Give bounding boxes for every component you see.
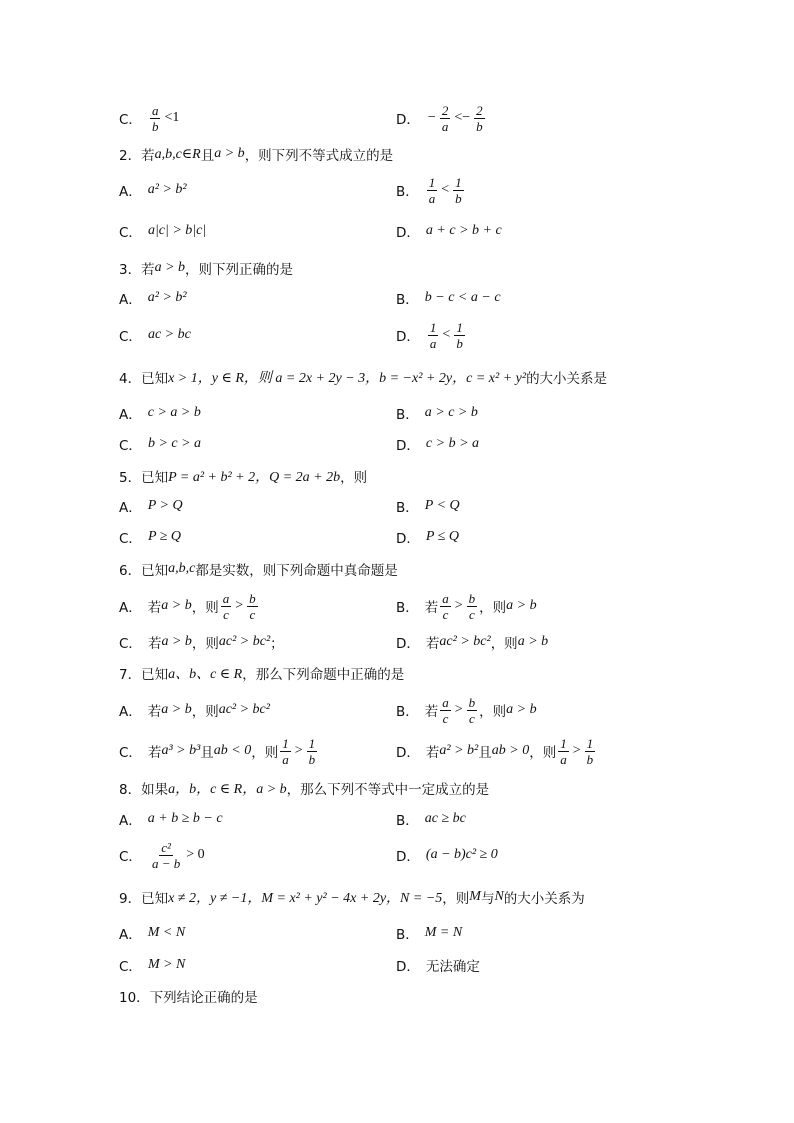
q1-option-c: C． $\frac{a}{b}$ <1 bbox=[119, 102, 180, 134]
fraction: $\frac{a}{c}$ bbox=[222, 590, 230, 622]
fraction: $\frac{1}{b}$ bbox=[456, 319, 463, 351]
q5-option-c: C． P ≥ Q bbox=[119, 529, 182, 547]
q8-option-d: D． (a − b)c² ≥ 0 bbox=[396, 847, 498, 865]
q1-option-d: D． − $\frac{2}{a}$ <− $\frac{2}{b}$ bbox=[396, 102, 483, 134]
q3-option-c: C． ac > bc bbox=[119, 327, 191, 345]
q7-option-d: D． 若 a² > b² 且 ab > 0 ，则 $\frac{1}{a}$ > $\frac{1}{b}$ bbox=[396, 735, 594, 767]
q4-option-d: D． c > b > a bbox=[396, 436, 480, 454]
fraction: $\frac{b}{c}$ bbox=[468, 694, 476, 726]
q6-stem: 6．已知 a,b,c 都是实数，则下列命题中真命题是 bbox=[119, 561, 398, 579]
q10-stem: 10．下列结论正确的是 bbox=[119, 990, 258, 1006]
q4-option-c: C． b > c > a bbox=[119, 436, 202, 454]
fraction: $\frac{1}{a}$ bbox=[282, 735, 289, 767]
fraction: $\frac{1}{a}$ bbox=[560, 735, 567, 767]
q9-option-c: C． M > N bbox=[119, 957, 186, 975]
q7-option-a: A． 若 a > b ，则 ac² > bc² bbox=[119, 702, 270, 720]
q5-stem: 5．已知 P = a² + b² + 2，Q = 2a + 2b ，则 bbox=[119, 470, 368, 486]
q6-option-a: A． 若 a > b ，则 $\frac{a}{c}$ > $\frac{b}{c}$ bbox=[119, 590, 256, 622]
q5-option-d: D． P ≤ Q bbox=[396, 529, 459, 547]
fraction: $\frac{1}{b}$ bbox=[586, 735, 594, 767]
q8-option-b: B． ac ≥ bc bbox=[396, 811, 466, 829]
fraction: $\frac{a}{c}$ bbox=[442, 590, 449, 622]
fraction: $\frac{2}{b}$ bbox=[476, 102, 483, 134]
fraction: $\frac{1}{b}$ bbox=[455, 174, 462, 206]
q4-option-a: A． c > a > b bbox=[119, 405, 201, 423]
q5-option-b: B． P < Q bbox=[396, 498, 460, 516]
q2-option-c: C． a|c| > b|c| bbox=[119, 223, 207, 241]
q9-stem: 9．已知 x ≠ 2，y ≠ −1，M = x² + y² − 4x + 2y，N = −5 ，则 M 与 N 的大小关系为 bbox=[119, 889, 585, 907]
q2-option-d: D． a + c > b + c bbox=[396, 223, 502, 241]
q6-option-b: B． 若 $\frac{a}{c}$ > $\frac{b}{c}$ ，则 a > b bbox=[396, 590, 537, 622]
fraction: $\frac{\text{c²}}{a - b}$ bbox=[151, 839, 181, 871]
q7-option-c: C． 若 a³ > b³ 且 ab < 0 ，则 $\frac{1}{a}$ > $\frac{1}{b}$ bbox=[119, 735, 316, 767]
fraction: $\frac{1}{a}$ bbox=[428, 174, 436, 206]
q5-option-a: A． P > Q bbox=[119, 498, 183, 516]
fraction: $\frac{b}{c}$ bbox=[468, 590, 476, 622]
q6-option-d: D． 若 ac² > bc² ，则 a > b bbox=[396, 634, 549, 652]
fraction: $\frac{b}{c}$ bbox=[249, 590, 256, 622]
q9-option-a: A． M < N bbox=[119, 925, 186, 943]
q9-option-b: B． M = N bbox=[396, 925, 463, 943]
q3-option-b: B． b − c < a − c bbox=[396, 290, 501, 308]
q3-option-a: A． a² > b² bbox=[119, 290, 187, 308]
q4-option-b: B． a > c > b bbox=[396, 405, 478, 423]
fraction: $\frac{a}{c}$ bbox=[442, 694, 449, 726]
q4-stem: 4．已知 x > 1，y ∈ R，则 a = 2x + 2y − 3，b = −x² + 2y，c = x² + y² 的大小关系是 bbox=[119, 371, 608, 387]
fraction: $\frac{2}{a}$ bbox=[441, 102, 449, 134]
q8-option-a: A． a + b ≥ b − c bbox=[119, 811, 223, 829]
q6-option-c: C． 若 a > b ，则 ac² > bc² ； bbox=[119, 634, 284, 652]
q8-stem: 8．如果 a，b，c ∈ R，a > b ，那么下列不等式中一定成立的是 bbox=[119, 782, 490, 798]
fraction: $\frac{1}{b}$ bbox=[308, 735, 316, 767]
q8-option-c: C． $\frac{\text{c²}}{a - b}$ > 0 bbox=[119, 839, 205, 871]
fraction: $\frac{a}{b}$ bbox=[151, 102, 159, 134]
q2-option-b: B． $\frac{1}{a}$ < $\frac{1}{b}$ bbox=[396, 174, 462, 206]
option-label: C． bbox=[119, 112, 142, 128]
q9-option-d: D． 无法确定 bbox=[396, 959, 480, 975]
q7-stem: 7．已知 a、b、c ∈ R ，那么下列命题中正确的是 bbox=[119, 667, 405, 683]
q7-option-b: B． 若 $\frac{a}{c}$ > $\frac{b}{c}$ ，则 a > b bbox=[396, 694, 537, 726]
q3-option-d: D． $\frac{1}{a}$ < $\frac{1}{b}$ bbox=[396, 319, 463, 351]
option-label: D． bbox=[396, 112, 420, 128]
q2-option-a: A． a² > b² bbox=[119, 182, 187, 200]
fraction: $\frac{1}{a}$ bbox=[429, 319, 437, 351]
q2-stem: 2．若 a,b,c∈R 且 a > b ，则下列不等式成立的是 bbox=[119, 146, 394, 164]
q3-stem: 3．若 a > b ，则下列正确的是 bbox=[119, 260, 294, 278]
